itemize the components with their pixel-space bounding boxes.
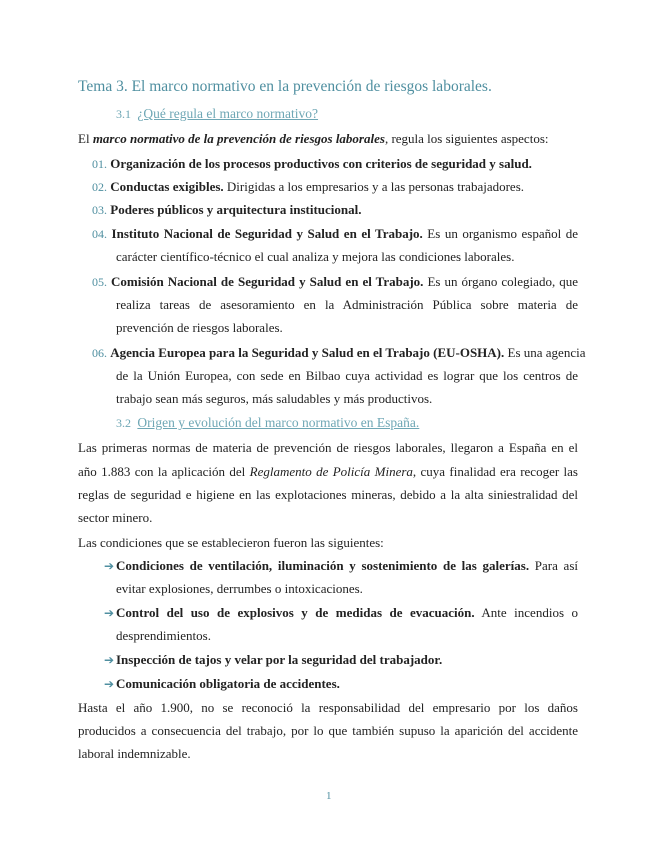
paragraph-line: [78, 464, 578, 480]
paragraph-line: laboral indemnizable.: [78, 746, 191, 761]
paragraph: Las condiciones que se establecieron fueron las siguientes:: [78, 535, 384, 550]
arrow-right-icon: ➔: [104, 606, 115, 620]
list-number: 06.: [92, 346, 107, 360]
intro-post: , regula los siguientes aspectos:: [384, 131, 549, 146]
list-item-continuation: trabajo sean más seguros, más saludables y más productivos.: [116, 391, 433, 406]
bullet-text: Ante incendios o: [474, 605, 578, 620]
intro-emphasis: marco normativo de la prevención de riesgos laborales: [92, 131, 385, 146]
paragraph-line: Las primeras normas de materia de prevención de riesgos laborales, llegaron a España en el: [78, 440, 578, 455]
paragraph-line: reglas de seguridad e higiene en las explotaciones mineras, debido a la alta siniestralidad del: [78, 487, 578, 502]
bullet-bold: Condiciones de ventilación, iluminación y sostenimiento de las galerías.: [116, 558, 530, 573]
regulation-name: Reglamento de Policía Minera: [249, 464, 413, 479]
list-number: 05.: [92, 275, 107, 289]
list-item-text: Es un órgano colegiado, que: [423, 274, 578, 289]
bullet-bold: Comunicación obligatoria de accidentes.: [116, 676, 340, 691]
list-item-bold: Instituto Nacional de Seguridad y Salud en el Trabajo.: [111, 226, 423, 241]
list-number: 02.: [92, 180, 107, 194]
bullet-text: Para así: [529, 558, 578, 573]
list-item-bold: Organización de los procesos productivos con criterios de seguridad y salud.: [110, 156, 532, 171]
list-item-text: Es una agencia: [504, 345, 586, 360]
list-item: [92, 226, 578, 242]
list-item: [92, 156, 532, 172]
list-item-continuation: prevención de riesgos laborales.: [116, 320, 283, 335]
arrow-right-icon: ➔: [104, 653, 115, 667]
list-item-text: Es un organismo español de: [422, 226, 578, 241]
list-item: [92, 345, 586, 361]
list-item-bold: Poderes públicos y arquitectura institucional.: [110, 202, 362, 217]
list-number: 01.: [92, 157, 107, 171]
section-title: Origen y evolución del marco normativo en España.: [137, 415, 420, 430]
list-item: [92, 202, 361, 218]
bullet-continuation: desprendimientos.: [116, 628, 211, 643]
bullet-continuation: evitar explosiones, derrumbes o intoxicaciones.: [116, 581, 363, 596]
paragraph-line: producidos a consecuencia del trabajo, por lo que también supuso la aparición del accidente: [78, 723, 578, 738]
section-title: ¿Qué regula el marco normativo?: [137, 106, 319, 121]
text-span: , cuya finalidad era recoger las: [412, 464, 578, 479]
arrow-right-icon: ➔: [104, 677, 115, 691]
bullet-bold: Inspección de tajos y velar por la seguridad del trabajador.: [116, 652, 443, 667]
arrow-right-icon: ➔: [104, 559, 115, 573]
list-item-bold: Comisión Nacional de Seguridad y Salud en el Trabajo.: [111, 274, 424, 289]
list-item: [92, 274, 578, 290]
list-item-continuation: de la Unión Europea, con sede en Bilbao cuya actividad es lograr que los centros de: [116, 368, 578, 383]
intro-pre: El: [78, 131, 93, 146]
bullet-item: [116, 652, 442, 668]
list-number: 03.: [92, 203, 107, 217]
list-item-text: Dirigidas a los empresarios y a las personas trabajadores.: [223, 179, 525, 194]
paragraph-line: Hasta el año 1.900, no se reconoció la responsabilidad del empresario por los daños: [78, 700, 578, 715]
bullet-item: [116, 558, 578, 574]
bullet-item: [116, 676, 340, 692]
list-number: 04.: [92, 227, 107, 241]
section-number: 3.1: [116, 107, 131, 121]
section-number: 3.2: [116, 416, 131, 430]
list-item-bold: Agencia Europea para la Seguridad y Salud en el Trabajo (EU-OSHA).: [110, 345, 505, 360]
bullet-item: [116, 605, 578, 621]
list-item-continuation: carácter científico-técnico el cual analiza y mejora las condiciones laborales.: [116, 249, 515, 264]
list-item: [92, 179, 524, 195]
page-number: 1: [326, 790, 332, 802]
bullet-bold: Control del uso de explosivos y de medidas de evacuación.: [116, 605, 475, 620]
text-span: año 1.883 con la aplicación del: [78, 464, 250, 479]
page-title: Tema 3. El marco normativo en la prevención de riesgos laborales.: [78, 78, 492, 95]
paragraph-line: sector minero.: [78, 510, 153, 525]
intro-paragraph: [78, 131, 549, 147]
list-item-bold: Conductas exigibles.: [110, 179, 224, 194]
section-heading-1: [116, 106, 318, 122]
list-item-continuation: realiza tareas de asesoramiento en la Administración Pública sobre materia de: [116, 297, 578, 312]
section-heading-2: [116, 415, 419, 431]
